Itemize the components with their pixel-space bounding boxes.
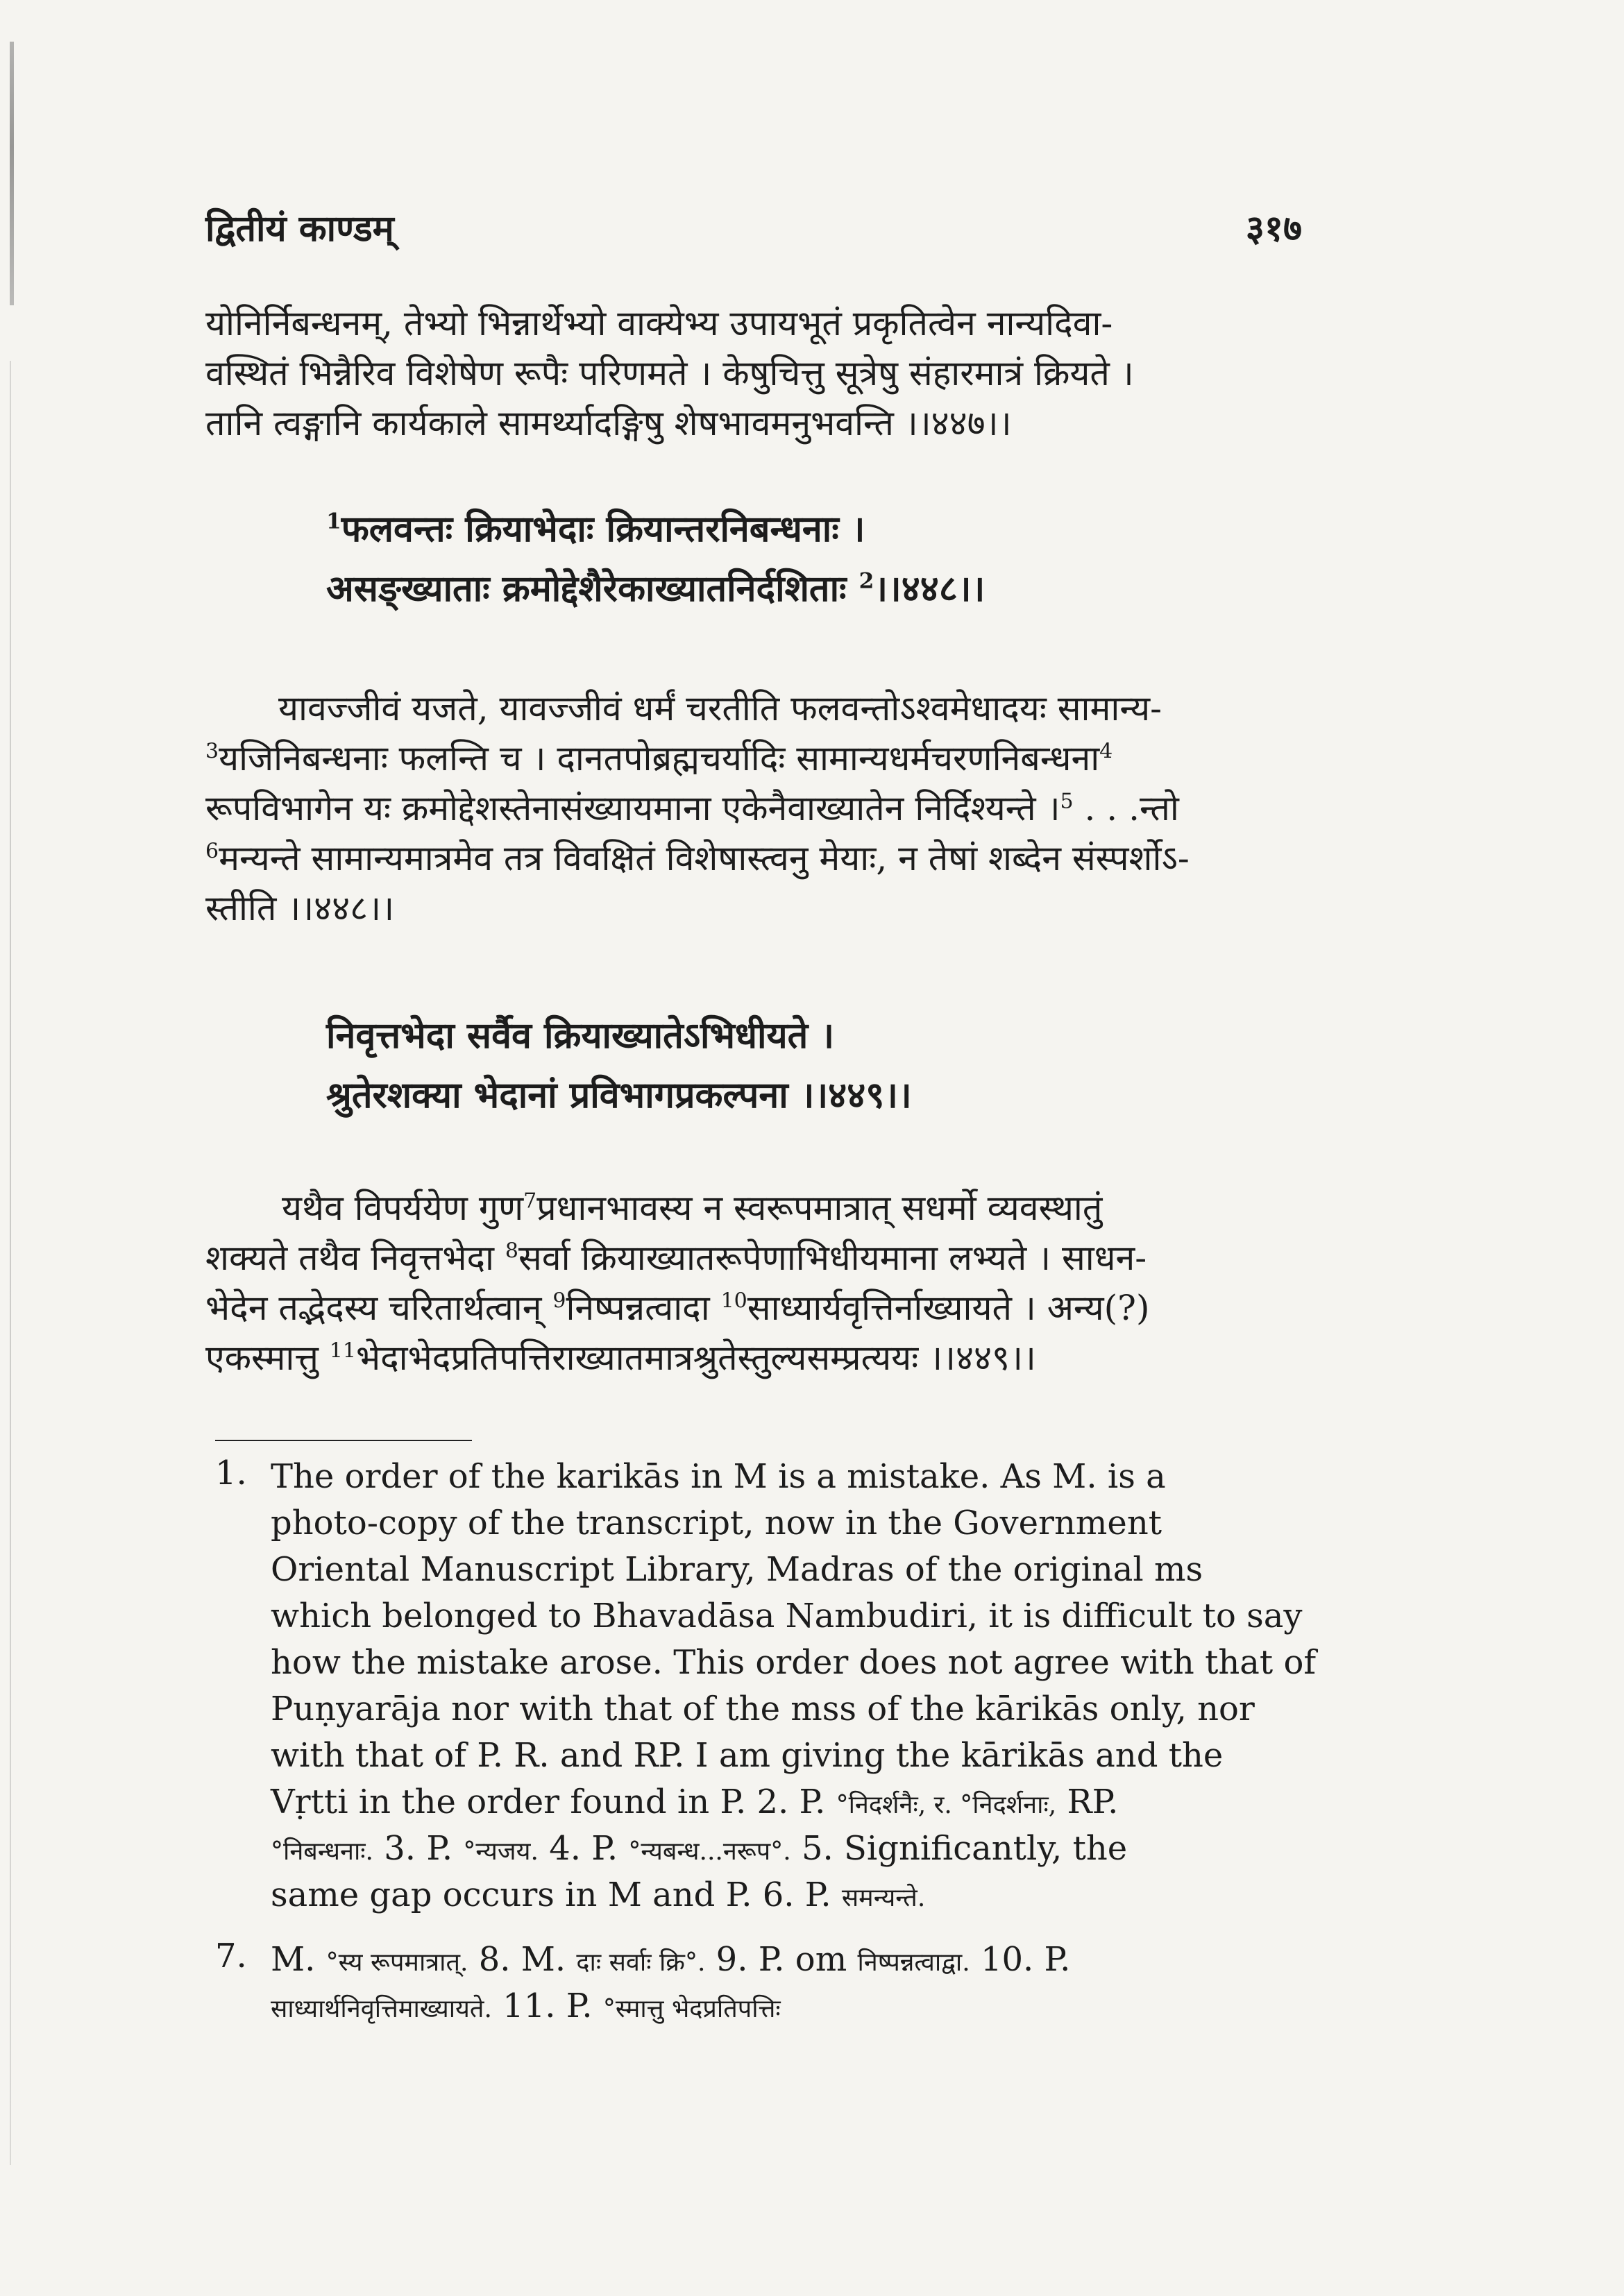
text-span: 9. P. om bbox=[705, 1940, 858, 1979]
text-span: साध्यार्यवृत्तिर्नाख्यायते । अन्य(?) bbox=[747, 1288, 1150, 1328]
text-line bbox=[205, 1333, 1302, 1383]
footnote-line bbox=[271, 1779, 1298, 1826]
footnote-line: Puṇyarāja nor with that of the mss of the kārikās only, nor bbox=[271, 1690, 1255, 1728]
variant-reading: °निदर्शनाः, bbox=[960, 1791, 1057, 1819]
text-span: एकस्मात्तु bbox=[205, 1338, 330, 1378]
verse-line bbox=[326, 500, 1298, 559]
text-span: यजिनिबन्धनाः फलन्ति च । दानतपोब्रह्मचर्यादिः सामान्यधर्मचरणनिबन्धना bbox=[219, 738, 1100, 779]
verse-line: श्रुतेरशक्या भेदानां प्रविभागप्रकल्पना ।।४४९।। bbox=[326, 1074, 912, 1116]
footnote-ref: 2 bbox=[858, 568, 874, 594]
text-span: 10. P. bbox=[970, 1940, 1071, 1979]
variant-reading: °स्य रूपमात्रात्. bbox=[325, 1948, 468, 1977]
footnote-ref: 3 bbox=[205, 739, 219, 764]
text-line: वस्थितं भिन्नैरिव विशेषेण रूपैः परिणमते । केषुचित्तु सूत्रेषु संहारमात्रं क्रियते । bbox=[205, 353, 1134, 393]
text-line bbox=[205, 733, 1302, 783]
footnotes bbox=[215, 1454, 1317, 2048]
variant-reading: °न्यबन्ध...नरूप°. bbox=[628, 1837, 791, 1866]
footnote-line bbox=[271, 1937, 1298, 1983]
variant-reading: °न्यजय. bbox=[463, 1837, 539, 1866]
footnote-ref: 9 bbox=[552, 1289, 566, 1313]
variant-reading: निष्पन्नत्वाद्वा. bbox=[857, 1948, 970, 1977]
text-line bbox=[205, 1283, 1302, 1333]
text-line: यावज्जीवं यजते, यावज्जीवं धर्मं चरतीति फलवन्तोऽश्वमेधादयः सामान्य- bbox=[278, 688, 1162, 729]
text-line bbox=[205, 1233, 1302, 1283]
text-span: RP. bbox=[1056, 1783, 1119, 1821]
verse-text: असङ्ख्याताः क्रमोद्देशैरेकाख्यातनिर्दशिताः bbox=[326, 568, 859, 610]
verse-text: फलवन्तः क्रियाभेदाः क्रियान्तरनिबन्धनाः । bbox=[341, 508, 865, 550]
text-line: योनिर्निबन्धनम्, तेभ्यो भिन्नार्थेभ्यो वाक्येभ्य उपायभूतं प्रकृतित्वेन नान्यदिवा- bbox=[205, 303, 1113, 343]
variant-reading: °स्मात्तु भेदप्रतिपत्तिः bbox=[602, 1995, 781, 2023]
footnote-line: which belonged to Bhavadāsa Nambudiri, it is difficult to say bbox=[271, 1597, 1303, 1635]
verse-line: निवृत्तभेदा सर्वैव क्रियाख्यातेऽभिधीयते । bbox=[326, 1014, 835, 1057]
binding-shadow bbox=[10, 42, 14, 305]
text-span: सर्वा क्रियाख्यातरूपेणाभिधीयमाना लभ्यते । साधन- bbox=[518, 1238, 1147, 1278]
text-line bbox=[205, 1183, 1302, 1233]
text-span: निष्पन्नत्वादा bbox=[566, 1288, 721, 1328]
text-span: र. bbox=[926, 1791, 961, 1819]
text-line: स्तीति ।।४४८।। bbox=[205, 888, 395, 928]
footnote-ref: 4 bbox=[1099, 739, 1113, 764]
text-span: यथैव विपर्ययेण गुण bbox=[282, 1188, 524, 1228]
text-span: 11. P. bbox=[491, 1987, 603, 2025]
variant-reading: समन्यन्ते. bbox=[841, 1884, 926, 1912]
footnote-ref: 1 bbox=[326, 509, 341, 534]
footnote-line bbox=[271, 1872, 1298, 1919]
commentary-paragraph-448 bbox=[205, 683, 1302, 933]
footnote-number: 1. bbox=[215, 1454, 247, 1493]
text-span: 8. M. bbox=[468, 1940, 577, 1979]
footnote-ref: 8 bbox=[505, 1239, 518, 1264]
text-span: Vṛtti in the order found in P. 2. P. bbox=[271, 1783, 836, 1821]
footnote-1 bbox=[215, 1454, 1317, 1919]
variant-reading: दाः सर्वाः क्रि°. bbox=[576, 1948, 706, 1977]
footnote-ref: 11 bbox=[329, 1338, 356, 1363]
footnote-ref: 5 bbox=[1060, 789, 1074, 814]
text-span: 3. P. bbox=[373, 1829, 464, 1868]
text-span: M. bbox=[271, 1940, 326, 1979]
text-span: 5. Significantly, the bbox=[790, 1829, 1128, 1868]
footnote-line bbox=[271, 1826, 1298, 1872]
text-line bbox=[205, 783, 1302, 833]
verse-number: ।।४४८।। bbox=[874, 568, 986, 610]
text-line: तानि त्वङ्गानि कार्यकाले सामर्थ्यादङ्गिषु शेषभावमनुभवन्ति ।।४४७।। bbox=[205, 403, 1012, 443]
variant-reading: °निदर्शनैः, bbox=[836, 1791, 927, 1819]
footnote-line: how the mistake arose. This order does not agree with that of bbox=[271, 1643, 1317, 1682]
footnote-7 bbox=[215, 1937, 1298, 2030]
text-span: . . .न्तो bbox=[1073, 788, 1179, 828]
karika-449 bbox=[326, 1006, 1298, 1125]
text-span: शक्यते तथैव निवृत्तभेदा bbox=[205, 1238, 505, 1278]
footnote-line: photo-copy of the transcript, now in the Government bbox=[271, 1504, 1162, 1542]
running-header bbox=[205, 201, 1302, 257]
text-span: 4. P. bbox=[538, 1829, 629, 1868]
text-span: रूपविभागेन यः क्रमोद्देशस्तेनासंख्यायमाना एकेनैवाख्यातेन निर्दिश्यन्ते । bbox=[205, 788, 1060, 828]
footnote-ref: 6 bbox=[205, 839, 219, 864]
variant-reading: °निबन्धनाः. bbox=[271, 1837, 373, 1866]
text-line bbox=[205, 833, 1302, 883]
footnote-line: The order of the karikās in M is a mistake. As M. is a bbox=[271, 1457, 1166, 1496]
commentary-paragraph-449 bbox=[205, 1183, 1302, 1383]
page-number: ३१७ bbox=[1245, 207, 1302, 250]
footnote-line bbox=[271, 1983, 1298, 2030]
footnote-ref: 10 bbox=[720, 1289, 747, 1313]
text-span: मन्यन्ते सामान्यमात्रमेव तत्र विवक्षितं विशेषास्त्वनु मेयाः, न तेषां शब्देन संस्पर्शोऽ- bbox=[219, 838, 1190, 878]
karika-448 bbox=[326, 500, 1298, 619]
variant-reading: साध्यार्थनिवृत्तिमाख्यायते. bbox=[271, 1995, 492, 2023]
text-span: same gap occurs in M and P. 6. P. bbox=[271, 1876, 842, 1914]
footnote-ref: 7 bbox=[523, 1189, 537, 1214]
commentary-paragraph-447 bbox=[205, 298, 1302, 448]
footnote-line: Oriental Manuscript Library, Madras of the original ms bbox=[271, 1550, 1203, 1589]
footnote-rule bbox=[215, 1440, 472, 1441]
text-span: प्रधानभावस्य न स्वरूपमात्रात् सधर्मो व्यवस्थातुं bbox=[536, 1188, 1103, 1228]
text-span: भेदेन तद्भेदस्य चरितार्थत्वान् bbox=[205, 1288, 553, 1328]
verse-line bbox=[326, 559, 1298, 619]
section-title: द्वितीयं काण्डम् bbox=[205, 207, 394, 250]
footnote-line: with that of P. R. and RP. I am giving the kārikās and the bbox=[271, 1736, 1224, 1775]
footnote-number: 7. bbox=[215, 1937, 247, 1975]
text-span: भेदाभेदप्रतिपत्तिराख्यातमात्रश्रुतेस्तुल्यसम्प्रत्ययः ।।४४९।। bbox=[355, 1338, 1036, 1378]
binding-shadow-lower bbox=[10, 361, 11, 2165]
